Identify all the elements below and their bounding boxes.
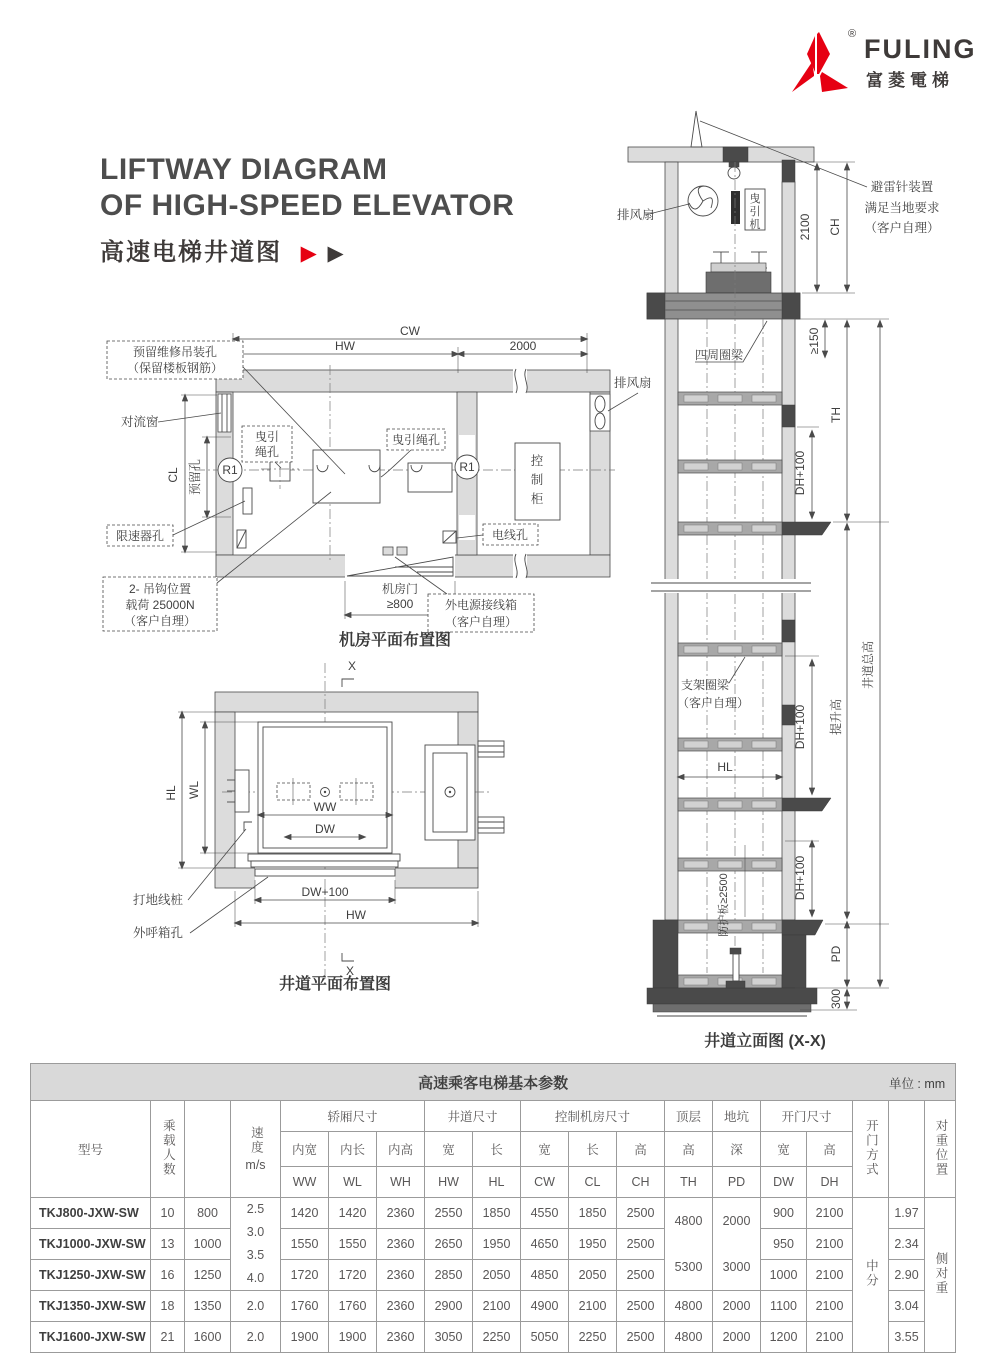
hook-label-3: （客户自理） bbox=[123, 614, 197, 628]
dim-lift-height: 提升高 bbox=[829, 698, 843, 736]
cell-cw: 4550 bbox=[521, 1198, 569, 1229]
cell-ratio: 2.90 bbox=[889, 1260, 925, 1291]
cell-hw: 2650 bbox=[425, 1229, 473, 1260]
sub-hw: 宽 bbox=[425, 1132, 473, 1167]
cell-pd-merged bbox=[713, 1198, 761, 1291]
cell-pd: 2000 bbox=[713, 1322, 761, 1353]
pd-value: 3000 bbox=[722, 1260, 751, 1274]
dim-reserved-hole: 预留孔 bbox=[188, 458, 202, 496]
hook-label-2: 载荷 25000N bbox=[125, 598, 195, 612]
group-top-floor: 顶层 bbox=[665, 1101, 713, 1132]
parameters-table bbox=[30, 1063, 956, 1353]
lightning-label-1: 避雷针装置 bbox=[870, 180, 934, 194]
cell-model: TKJ1600-JXW-SW bbox=[31, 1322, 151, 1353]
table-row bbox=[31, 1291, 956, 1322]
cell-dw: 1100 bbox=[761, 1291, 807, 1322]
title-line1: LIFTWAY DIAGRAM bbox=[100, 153, 388, 186]
liftway-plan bbox=[130, 655, 550, 995]
door-type-text: 中分 bbox=[864, 1259, 879, 1288]
speed-value: 4.0 bbox=[246, 1271, 265, 1285]
dim-dw100: DW+100 bbox=[301, 885, 349, 899]
elevation-caption: 井道立面图 (X-X) bbox=[704, 1033, 826, 1050]
group-pit: 地坑 bbox=[713, 1101, 761, 1132]
cell-ch: 2500 bbox=[617, 1322, 665, 1353]
sub-inner-h: 内高 bbox=[377, 1132, 425, 1167]
cell-dh: 2100 bbox=[807, 1291, 853, 1322]
th-value: 5300 bbox=[674, 1260, 703, 1274]
cell-dw: 900 bbox=[761, 1198, 807, 1229]
dim-hw2: HW bbox=[346, 908, 366, 922]
header-cwt-text: 对重位置 bbox=[933, 1118, 948, 1177]
sub-th: 高 bbox=[665, 1132, 713, 1167]
brand-logo bbox=[788, 26, 977, 96]
table-unit: 单位 : mm bbox=[888, 1077, 946, 1091]
cwt-text: 侧对重 bbox=[933, 1251, 948, 1296]
cell-hw: 2850 bbox=[425, 1260, 473, 1291]
brand-name: FULING bbox=[864, 34, 977, 64]
cell-wl: 1720 bbox=[329, 1260, 377, 1291]
cell-dw: 1000 bbox=[761, 1260, 807, 1291]
cell-model: TKJ1250-JXW-SW bbox=[31, 1260, 151, 1291]
cell-cw: 4900 bbox=[521, 1291, 569, 1322]
ground-wire-label: 打地线桩 bbox=[133, 893, 184, 907]
cell-cwt bbox=[925, 1198, 956, 1353]
callbox-hole-label: 外呼箱孔 bbox=[133, 926, 184, 940]
power-box-label-1: 外电源接线箱 bbox=[444, 598, 518, 612]
cell-wh: 2360 bbox=[377, 1260, 425, 1291]
cell-hw: 2550 bbox=[425, 1198, 473, 1229]
hoisting-hook-r1-left bbox=[218, 458, 242, 482]
cabinet-char-1: 控 bbox=[530, 454, 544, 468]
cell-ch: 2500 bbox=[617, 1229, 665, 1260]
dim-hw: HW bbox=[335, 339, 355, 353]
code-ch: CH bbox=[617, 1167, 665, 1198]
speed-value: 3.5 bbox=[246, 1248, 265, 1262]
sub-hl: 长 bbox=[473, 1132, 521, 1167]
table-title-row bbox=[31, 1064, 956, 1101]
dim-dh2: DH+100 bbox=[793, 704, 807, 750]
hoisting-hook-r1-right bbox=[455, 455, 479, 479]
wire-hole-label: 电线孔 bbox=[491, 528, 529, 542]
header-ratio-blank bbox=[889, 1101, 925, 1198]
cell-cl: 2250 bbox=[569, 1322, 617, 1353]
lightning-label-3: （客户自理） bbox=[864, 221, 940, 235]
cell-ch: 2500 bbox=[617, 1198, 665, 1229]
dim-total-height: 井道总高 bbox=[861, 640, 875, 690]
th-value: 4800 bbox=[674, 1214, 703, 1228]
group-car: 轿厢尺寸 bbox=[281, 1101, 425, 1132]
cell-speed: 2.0 bbox=[231, 1291, 281, 1322]
code-dw: DW bbox=[761, 1167, 807, 1198]
traction-machine-main bbox=[313, 450, 380, 503]
cell-wl: 1550 bbox=[329, 1229, 377, 1260]
machine-char-3: 机 bbox=[749, 219, 761, 231]
code-hl: HL bbox=[473, 1167, 521, 1198]
traction-machine-secondary bbox=[408, 463, 452, 492]
r1-right-label: R1 bbox=[459, 460, 475, 474]
dim-cw: CW bbox=[400, 325, 420, 338]
cell-cl: 1950 bbox=[569, 1229, 617, 1260]
cell-dh: 2100 bbox=[807, 1198, 853, 1229]
dim-th: TH bbox=[829, 407, 843, 423]
cell-load: 1350 bbox=[185, 1291, 231, 1322]
hook-label-1: 2- 吊钩位置 bbox=[128, 582, 192, 596]
mr-fan-label: 排风扇 bbox=[614, 376, 652, 390]
cell-wl: 1760 bbox=[329, 1291, 377, 1322]
r1-left-label: R1 bbox=[222, 463, 238, 477]
header-door-type-text: 开门方式 bbox=[864, 1118, 879, 1177]
header-door-type bbox=[853, 1101, 889, 1198]
dim-ww: WW bbox=[313, 800, 337, 814]
cell-model: TKJ1000-JXW-SW bbox=[31, 1229, 151, 1260]
cell-speed: 2.0 bbox=[231, 1322, 281, 1353]
emblem-left-blade bbox=[792, 62, 814, 92]
dim-wl: WL bbox=[187, 781, 201, 799]
speed-value: 2.5 bbox=[246, 1202, 265, 1216]
cell-dh: 2100 bbox=[807, 1260, 853, 1291]
cell-dh: 2100 bbox=[807, 1322, 853, 1353]
cell-load: 800 bbox=[185, 1198, 231, 1229]
el-roof bbox=[628, 111, 814, 182]
group-door: 开门尺寸 bbox=[761, 1101, 853, 1132]
page-title bbox=[100, 152, 514, 267]
dim-pd: PD bbox=[829, 945, 843, 963]
cell-ch: 2500 bbox=[617, 1291, 665, 1322]
title-line2: OF HIGH-SPEED ELEVATOR bbox=[100, 189, 515, 222]
fuling-emblem-icon bbox=[788, 30, 852, 92]
cell-persons: 18 bbox=[151, 1291, 185, 1322]
cell-model: TKJ800-JXW-SW bbox=[31, 1198, 151, 1229]
code-wh: WH bbox=[377, 1167, 425, 1198]
cell-pd: 2000 bbox=[713, 1291, 761, 1322]
emblem-right-blade bbox=[820, 72, 848, 92]
cell-ww: 1550 bbox=[281, 1229, 329, 1260]
table-row bbox=[31, 1198, 956, 1229]
cell-persons: 21 bbox=[151, 1322, 185, 1353]
code-cw: CW bbox=[521, 1167, 569, 1198]
cell-wl: 1900 bbox=[329, 1322, 377, 1353]
emblem-top-right bbox=[817, 32, 830, 74]
header-model: 型号 bbox=[31, 1101, 151, 1198]
cell-persons: 13 bbox=[151, 1229, 185, 1260]
cell-persons: 16 bbox=[151, 1260, 185, 1291]
cell-wh: 2360 bbox=[377, 1198, 425, 1229]
dim-hl-elev: HL bbox=[717, 760, 733, 774]
sub-inner-w: 内宽 bbox=[281, 1132, 329, 1167]
cell-door-type bbox=[853, 1198, 889, 1353]
cell-hw: 3050 bbox=[425, 1322, 473, 1353]
header-speed bbox=[231, 1101, 281, 1198]
cell-cw: 5050 bbox=[521, 1322, 569, 1353]
machine-floor-slab bbox=[647, 293, 800, 319]
lightning-label-2: 满足当地要求 bbox=[864, 201, 940, 215]
cell-wh: 2360 bbox=[377, 1322, 425, 1353]
rope-hole-right: 曳引绳孔 bbox=[391, 433, 441, 447]
cell-th-merged bbox=[665, 1198, 713, 1291]
section-x-top: X bbox=[347, 659, 357, 673]
section-marker-top bbox=[342, 659, 356, 687]
bracket-beam-label-1: 支架圈梁 bbox=[681, 678, 730, 692]
cell-ww: 1760 bbox=[281, 1291, 329, 1322]
cell-cl: 2100 bbox=[569, 1291, 617, 1322]
control-cabinet bbox=[515, 443, 560, 520]
machine-char-2: 引 bbox=[749, 206, 761, 218]
el-shaft-walls bbox=[665, 319, 831, 935]
cell-persons: 10 bbox=[151, 1198, 185, 1229]
cell-hl: 2050 bbox=[473, 1260, 521, 1291]
table-row bbox=[31, 1322, 956, 1353]
cell-th: 4800 bbox=[665, 1291, 713, 1322]
cell-load: 1250 bbox=[185, 1260, 231, 1291]
dim-cl: CL bbox=[166, 467, 180, 483]
ring-beam-label: 四周圈梁 bbox=[695, 348, 744, 362]
subtitle-cn: 高速电梯井道图 bbox=[100, 239, 282, 266]
dim-hl: HL bbox=[164, 785, 178, 801]
dim-150: ≥150 bbox=[807, 327, 821, 355]
cell-hl: 2250 bbox=[473, 1322, 521, 1353]
rope-hole-left-1: 曳引 bbox=[254, 430, 280, 444]
cell-hl: 1850 bbox=[473, 1198, 521, 1229]
code-dh: DH bbox=[807, 1167, 853, 1198]
governor-label: 限速器孔 bbox=[115, 529, 165, 543]
cell-ww: 1900 bbox=[281, 1322, 329, 1353]
header-load-blank bbox=[185, 1101, 231, 1198]
sub-dw: 宽 bbox=[761, 1132, 807, 1167]
cabinet-char-3: 柜 bbox=[530, 492, 544, 506]
liftway-elevation bbox=[595, 105, 985, 1055]
sub-ch: 高 bbox=[617, 1132, 665, 1167]
cell-load: 1600 bbox=[185, 1322, 231, 1353]
sub-cl: 长 bbox=[569, 1132, 617, 1167]
cell-th: 4800 bbox=[665, 1322, 713, 1353]
cell-load: 1000 bbox=[185, 1229, 231, 1260]
wire-hole-symbol bbox=[237, 530, 456, 548]
code-th: TH bbox=[665, 1167, 713, 1198]
header-cwt bbox=[925, 1101, 956, 1198]
code-hw: HW bbox=[425, 1167, 473, 1198]
cell-wh: 2360 bbox=[377, 1229, 425, 1260]
registered-mark: ® bbox=[848, 28, 857, 40]
sub-dh: 高 bbox=[807, 1132, 853, 1167]
door-label-1: 机房门 bbox=[381, 582, 419, 596]
machine-char-1: 曳 bbox=[749, 193, 761, 205]
cell-ratio: 1.97 bbox=[889, 1198, 925, 1229]
cell-hl: 1950 bbox=[473, 1229, 521, 1260]
cell-ww: 1420 bbox=[281, 1198, 329, 1229]
window-label: 对流窗 bbox=[121, 415, 159, 429]
cell-model: TKJ1350-JXW-SW bbox=[31, 1291, 151, 1322]
group-machine-room: 控制机房尺寸 bbox=[521, 1101, 665, 1132]
lightning-rod-icon bbox=[691, 111, 702, 147]
speed-value: 3.0 bbox=[246, 1225, 265, 1239]
table-title: 高速乘客电梯基本参数 bbox=[418, 1074, 569, 1092]
dim-2000: 2000 bbox=[509, 339, 537, 353]
header-speed-cn: 速度 bbox=[249, 1126, 264, 1155]
sub-inner-l: 内长 bbox=[329, 1132, 377, 1167]
cell-cl: 1850 bbox=[569, 1198, 617, 1229]
brand-name-cn: 富菱電梯 bbox=[866, 71, 954, 90]
shaft-break-symbol bbox=[651, 579, 811, 593]
cell-hl: 2100 bbox=[473, 1291, 521, 1322]
cell-cw: 4650 bbox=[521, 1229, 569, 1260]
section-x-bottom: X bbox=[345, 964, 355, 978]
dim-2100: 2100 bbox=[798, 213, 812, 241]
dim-dh1: DH+100 bbox=[793, 450, 807, 496]
cell-ratio: 3.04 bbox=[889, 1291, 925, 1322]
bracket-beam-label-2: （客户自理） bbox=[677, 696, 750, 710]
machine-room-plan bbox=[95, 325, 665, 655]
rope-hole-left-2: 绳孔 bbox=[254, 445, 280, 459]
code-ww: WW bbox=[281, 1167, 329, 1198]
dim-dw: DW bbox=[315, 822, 335, 836]
power-box-label-2: （客户自理） bbox=[444, 615, 518, 629]
red-arrow-icon: ▶ bbox=[300, 242, 319, 265]
dim-dh3: DH+100 bbox=[793, 855, 807, 901]
dim-300: 300 bbox=[829, 988, 843, 1010]
group-hoistway: 井道尺寸 bbox=[425, 1101, 521, 1132]
header-persons bbox=[151, 1101, 185, 1198]
door-label-2: ≥800 bbox=[386, 597, 414, 611]
liftway-plan-caption: 井道平面布置图 bbox=[278, 976, 392, 993]
code-pd: PD bbox=[713, 1167, 761, 1198]
dark-arrow-icon: ▶ bbox=[327, 242, 346, 265]
cell-ww: 1720 bbox=[281, 1260, 329, 1291]
code-cl: CL bbox=[569, 1167, 617, 1198]
traction-machine-block bbox=[731, 191, 740, 224]
el-fan-label: 排风扇 bbox=[617, 208, 655, 222]
cell-dh: 2100 bbox=[807, 1229, 853, 1260]
cell-ratio: 3.55 bbox=[889, 1322, 925, 1353]
header-persons-text: 乘载人数 bbox=[161, 1118, 176, 1177]
cell-wl: 1420 bbox=[329, 1198, 377, 1229]
section-marker-bottom bbox=[342, 953, 354, 978]
machine-room-caption: 机房平面布置图 bbox=[338, 632, 452, 649]
car-outline bbox=[248, 722, 400, 876]
counterweight bbox=[425, 741, 504, 840]
cell-cw: 4850 bbox=[521, 1260, 569, 1291]
header-speed-unit: m/s bbox=[245, 1158, 266, 1172]
cell-hw: 2900 bbox=[425, 1291, 473, 1322]
table-title-cell bbox=[31, 1064, 956, 1101]
cell-ratio: 2.34 bbox=[889, 1229, 925, 1260]
sub-pd: 深 bbox=[713, 1132, 761, 1167]
guard-board-label: 防护板≥2500 bbox=[718, 873, 730, 937]
dim-ch: CH bbox=[828, 218, 842, 236]
table-header-groups bbox=[31, 1101, 956, 1132]
cell-ch: 2500 bbox=[617, 1260, 665, 1291]
buffer-icon bbox=[726, 948, 745, 988]
hoist-hole-label-2: （保留楼板钢筋） bbox=[126, 361, 224, 375]
cell-wh: 2360 bbox=[377, 1291, 425, 1322]
subtitle bbox=[100, 232, 514, 267]
cabinet-char-2: 制 bbox=[530, 473, 544, 487]
hoist-hole-label-1: 预留维修吊装孔 bbox=[132, 345, 218, 359]
sub-cw: 宽 bbox=[521, 1132, 569, 1167]
cell-dw: 950 bbox=[761, 1229, 807, 1260]
cell-cl: 2050 bbox=[569, 1260, 617, 1291]
table-row bbox=[31, 1229, 956, 1260]
code-wl: WL bbox=[329, 1167, 377, 1198]
pd-value: 2000 bbox=[722, 1214, 751, 1228]
cell-dw: 1200 bbox=[761, 1322, 807, 1353]
cell-speed-merged bbox=[231, 1198, 281, 1291]
table-row bbox=[31, 1260, 956, 1291]
